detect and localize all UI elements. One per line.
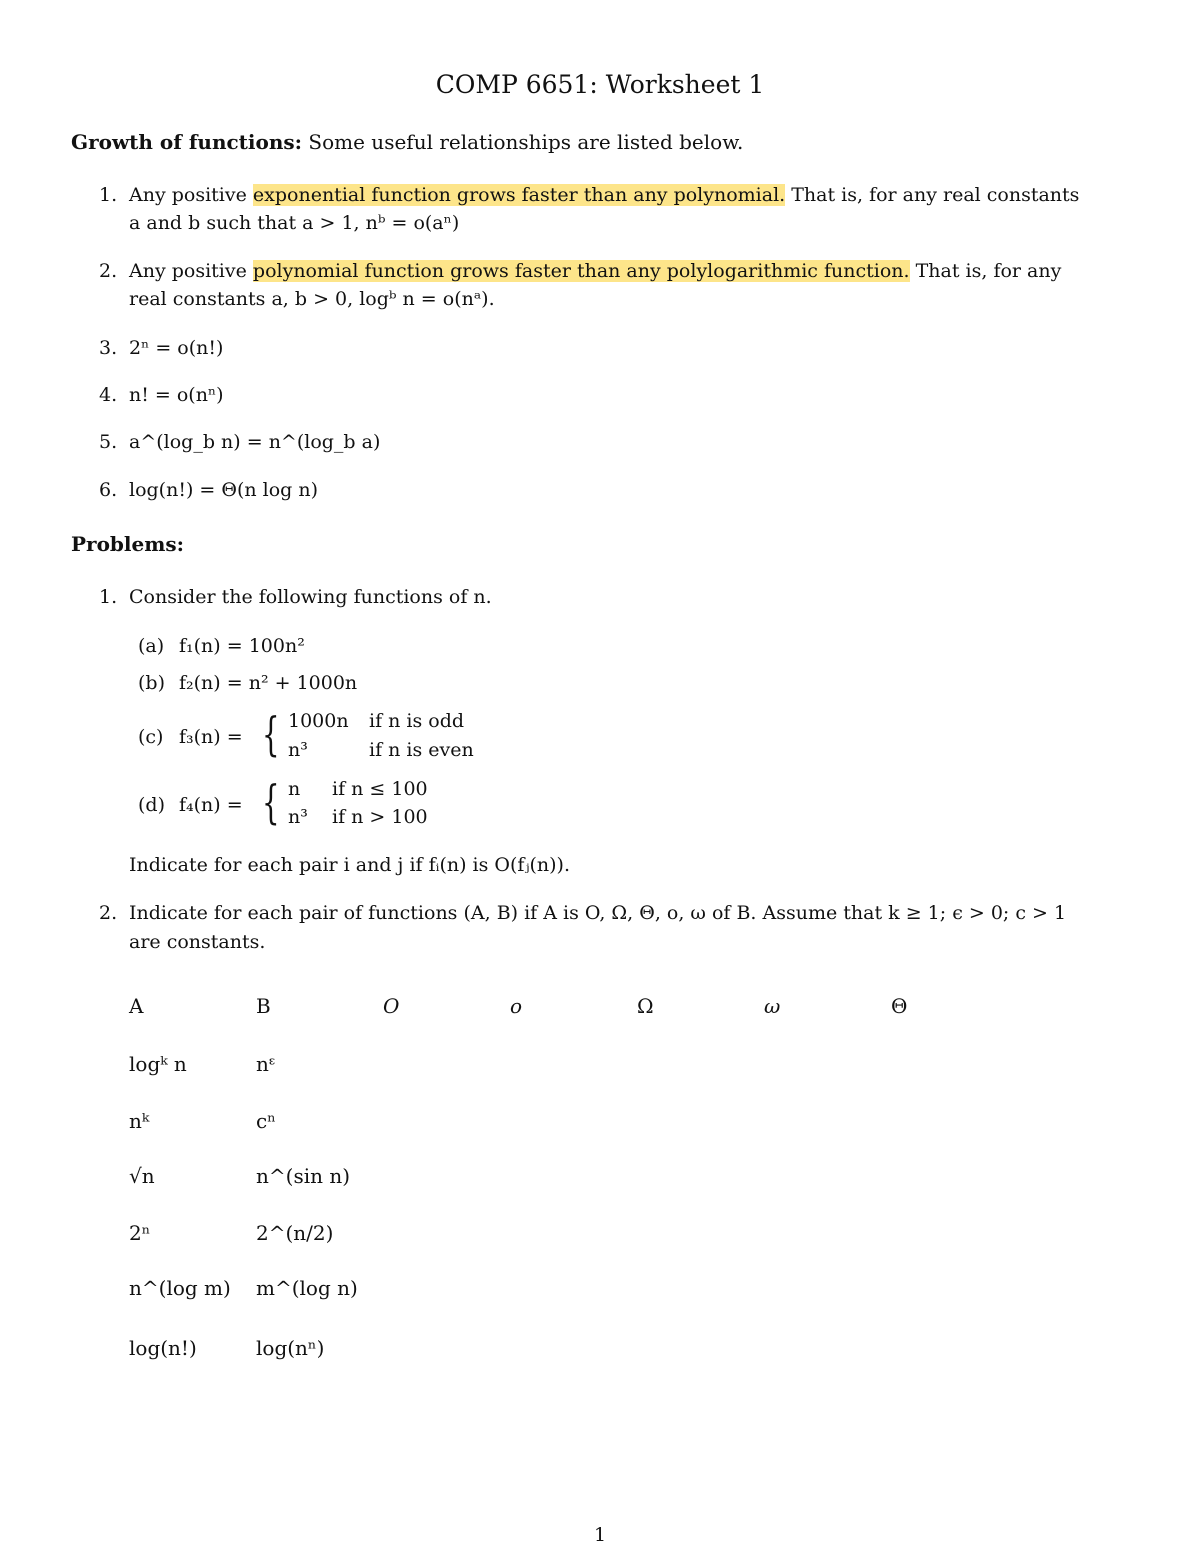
function-d-case2-cond: if n > 100 [332,806,428,828]
growth-item-3-text: 2ⁿ = o(n!) [129,337,224,359]
table-header-a: A [129,994,144,1018]
table-row-2-b: cⁿ [256,1109,276,1133]
function-c-case1-cond: if n is odd [369,710,465,732]
function-a-label: (a) [138,635,165,657]
growth-item-1-highlight: exponential function grows faster than any polynomial. [252,184,786,206]
growth-intro: Some useful relationships are listed below. [308,130,744,154]
function-c-lhs: f₃(n) = [179,726,243,748]
growth-item-6-number: 6. [99,479,118,501]
growth-heading: Growth of functions: [71,130,303,154]
problems-heading: Problems: [71,532,185,556]
function-b-label: (b) [138,672,165,694]
problem-2-number: 2. [99,902,118,924]
function-c-case1-value: 1000n [288,710,349,732]
table-row-1-a: logᵏ n [129,1052,187,1076]
growth-section-header [71,130,743,154]
growth-item-4-text: n! = o(nⁿ) [129,384,224,406]
table-row-3-b: n^(sin n) [256,1164,351,1188]
growth-item-5-number: 5. [99,431,118,453]
table-row-5-b: m^(log n) [256,1276,358,1300]
problem-2-line1: Indicate for each pair of functions (A, B) if A is O, Ω, Θ, o, ω of B. Assume that k ≥ 1; ϵ > 0; c > 1 [129,902,1067,924]
growth-item-3-number: 3. [99,337,118,359]
function-d-case2-value: n³ [288,806,308,828]
growth-item-1-line1 [129,184,1079,206]
growth-item-1-number: 1. [99,184,118,206]
growth-item-5-text: a^(log_b n) = n^(log_b a) [129,431,381,453]
growth-item-2-line2: real constants a, b > 0, logᵇ n = o(nᵃ). [129,288,495,310]
table-row-4-a: 2ⁿ [129,1221,151,1245]
function-c-label: (c) [138,726,164,748]
table-row-2-a: nᵏ [129,1109,150,1133]
function-d-case1-cond: if n ≤ 100 [332,778,428,800]
table-header-big-o: O [383,994,400,1018]
table-row-4-b: 2^(n/2) [256,1221,334,1245]
growth-item-2-number: 2. [99,260,118,282]
table-row-6-a: log(n!) [129,1336,197,1360]
function-d-case1-value: n [288,778,301,800]
table-row-6-b: log(nⁿ) [256,1336,325,1360]
growth-item-6-text: log(n!) = Θ(n log n) [129,479,319,501]
growth-item-2-pre: Any positive [129,260,247,282]
function-d-lhs: f₄(n) = [179,794,243,816]
growth-item-1-pre: Any positive [129,184,247,206]
growth-item-2-post: That is, for any [915,260,1062,282]
problem-1-number: 1. [99,586,118,608]
function-a-expr: f₁(n) = 100n² [179,635,305,657]
function-d-brace: { [262,775,280,829]
growth-item-2-highlight: polynomial function grows faster than any polylogarithmic function. [252,260,910,282]
function-c-case2-value: n³ [288,739,308,761]
table-header-b: B [256,994,271,1018]
function-d-label: (d) [138,794,165,816]
table-row-1-b: nᵋ [256,1052,276,1076]
function-c-case2-cond: if n is even [369,739,474,761]
page-title: COMP 6651: Worksheet 1 [435,70,765,99]
growth-item-4-number: 4. [99,384,118,406]
page-number: 1 [593,1524,607,1546]
problem-1-intro: Consider the following functions of n. [129,586,492,608]
table-header-little-omega: ω [764,994,781,1018]
table-header-little-o: o [510,994,523,1018]
table-row-5-a: n^(log m) [129,1276,231,1300]
growth-item-1-post: That is, for any real constants [791,184,1080,206]
function-c-brace: { [262,707,280,761]
table-header-theta: Θ [891,994,908,1018]
function-b-expr: f₂(n) = n² + 1000n [179,672,358,694]
problem-1-task: Indicate for each pair i and j if fᵢ(n) is O(fⱼ(n)). [129,854,570,876]
table-header-omega: Ω [637,994,654,1018]
table-row-3-a: √n [129,1164,155,1188]
growth-item-1-line2: a and b such that a > 1, nᵇ = o(aⁿ) [129,212,460,234]
problem-2-line2: are constants. [129,931,266,953]
growth-item-2-line1 [129,260,1061,282]
